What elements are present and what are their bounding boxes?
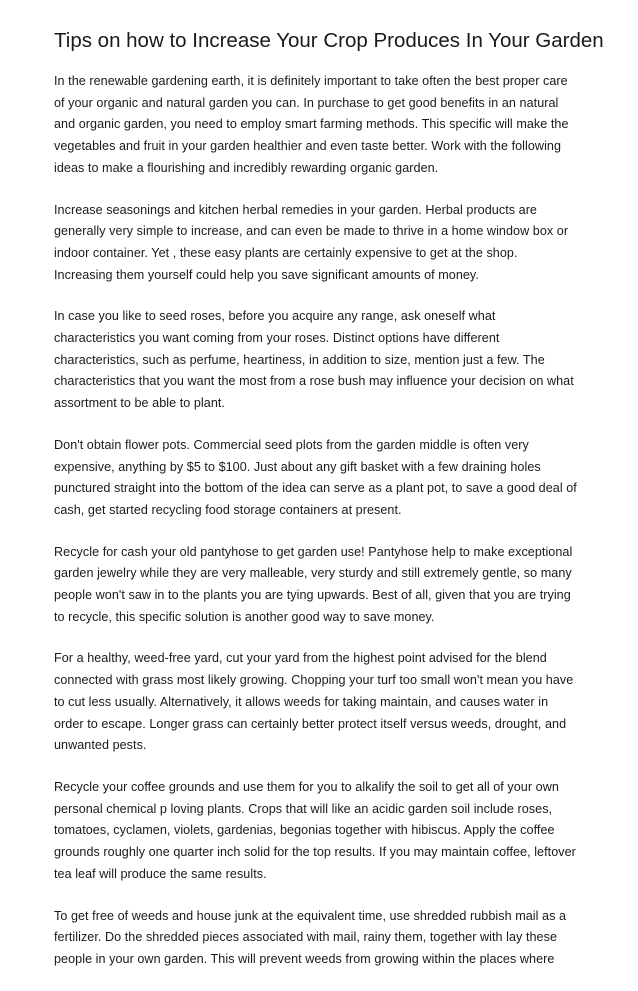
text-line: to cut less usually. Alternatively, it allows weeds for taking maintain, and causes water in [54,694,549,709]
text-line: tea leaf will produce the same results. [54,866,267,881]
paragraph [54,777,599,886]
text-line: Recycle for cash your old pantyhose to get garden use! Pantyhose help to make exceptional [54,544,573,559]
text-line: For a healthy, weed-free yard, cut your yard from the highest point advised for the blend [54,651,547,666]
text-line: characteristics you want coming from your roses. Distinct options have different [54,331,500,346]
paragraph [54,435,599,522]
paragraph [54,542,599,629]
text-line: vegetables and fruit in your garden healthier and even taste better. Work with the following [54,139,562,154]
text-line: characteristics that you want the most from a rose bush may influence your decision on what [54,374,574,389]
text-line: To get free of weeds and house junk at the equivalent time, use shredded rubbish mail as a [54,908,567,923]
paragraph [54,306,599,415]
paragraph [54,648,599,757]
text-line: cash, get started recycling food storage containers at present. [54,502,402,517]
text-line: personal chemical p loving plants. Crops that will like an acidic garden soil include roses, [54,801,553,816]
text-line: and organic garden, you need to employ smart farming methods. This specific will make the [54,117,569,132]
text-line: people won't saw in to the plants you are tying upwards. Best of all, given that you are trying [54,588,571,603]
text-line: punctured straight into the bottom of the idea can serve as a plant pot, to save a good deal of [54,481,577,496]
paragraph [54,200,599,287]
text-line: ideas to make a flourishing and incredibly rewarding organic garden. [54,160,439,175]
text-line: fertilizer. Do the shredded pieces associated with mail, rainy them, together with lay these [54,930,557,945]
text-line: to recycle, this specific solution is another good way to save money. [54,609,435,624]
text-line: characteristics, such as perfume, heartiness, in addition to size, mention just a few. The [54,352,545,367]
text-line: people in your own garden. This will prevent weeds from growing within the places where [54,951,555,966]
text-line: In case you like to seed roses, before you acquire any range, ask oneself what [54,309,496,324]
text-line: In the renewable gardening earth, it is definitely important to take often the best proper care [54,74,568,88]
text-line: indoor container. Yet , these easy plants are certainly expensive to get at the shop. [54,245,518,260]
text-line: assortment to be able to plant. [54,396,225,411]
text-line: Don't obtain flower pots. Commercial seed plots from the garden middle is often very [54,437,529,452]
text-line: unwanted pests. [54,738,147,753]
paragraph [54,71,599,180]
text-line: tomatoes, cyclamen, violets, gardenias, begonias together with hibiscus. Apply the coffee [54,823,555,838]
text-line: generally very simple to increase, and can even be made to thrive in a home window box or [54,224,569,239]
text-line: order to escape. Longer grass can certainly better protect itself versus weeds, drought, and [54,716,567,731]
text-line: connected with grass most likely growing. Chopping your turf too small won't mean you have [54,673,574,688]
text-line: of your organic and natural garden you can. In purchase to get good benefits in an natural [54,95,559,110]
text-line: Recycle your coffee grounds and use them for you to alkalify the soil to get all of your own [54,779,559,794]
document-title: Tips on how to Increase Your Crop Produces In Your Garden [54,29,604,52]
text-line: Increasing them yourself could help you save significant amounts of money. [54,267,479,282]
text-line: garden jewelry while they are very malleable, very sturdy and still extremely gentle, so many [54,566,572,581]
document-body [54,71,599,991]
text-line: expensive, anything by $5 to $100. Just about any gift basket with a few draining holes [54,459,541,474]
paragraph [54,906,599,971]
text-line: Increase seasonings and kitchen herbal remedies in your garden. Herbal products are [54,202,537,217]
text-line: grounds roughly one quarter inch solid for the top results. If you may maintain coffee, leftover [54,845,576,860]
